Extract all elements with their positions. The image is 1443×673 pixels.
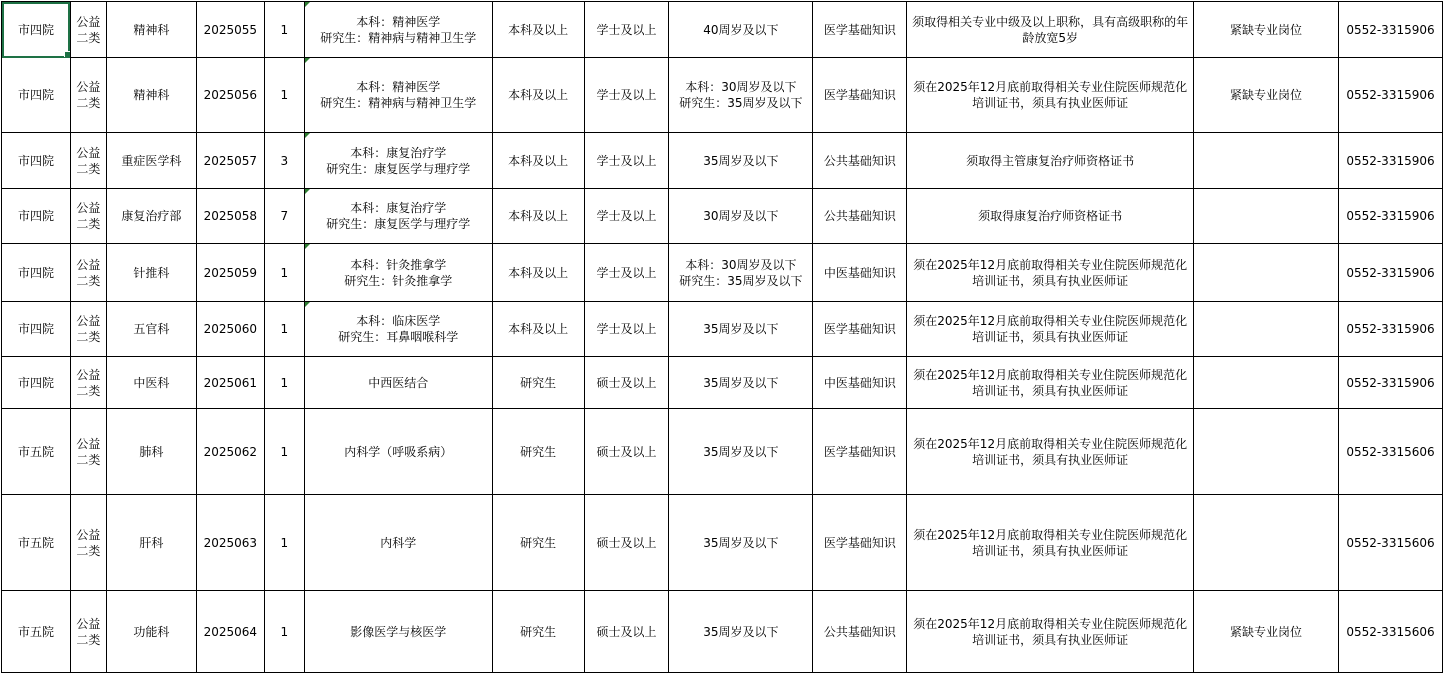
cell-department-text: 肝科 <box>139 535 164 550</box>
cell-exam-subject-text: 医学基础知识 <box>823 22 896 37</box>
cell-education-text: 本科及以上 <box>508 265 569 280</box>
cell-phone-text: 0552-3315906 <box>1346 88 1435 102</box>
cell-department-text: 功能科 <box>133 624 170 639</box>
cell-education[interactable] <box>492 2 584 58</box>
cell-category-text: 公益 二类 <box>76 314 101 344</box>
cell-degree-text: 学士及以上 <box>596 322 657 336</box>
cell-exam-subject[interactable] <box>813 357 907 409</box>
cell-age-text: 35周岁及以下 <box>703 624 779 639</box>
cell-hospital[interactable] <box>2 302 71 357</box>
cell-major[interactable] <box>304 133 492 189</box>
cell-requirement[interactable] <box>907 2 1194 58</box>
cell-hospital[interactable] <box>2 357 71 409</box>
cell-post-code[interactable] <box>196 302 264 357</box>
cell-education-text: 本科及以上 <box>508 322 569 336</box>
cell-department[interactable] <box>106 58 196 133</box>
cell-phone-text: 0552-3315906 <box>1346 375 1435 390</box>
table-row <box>2 58 1443 133</box>
cell-department-text: 康复治疗部 <box>121 209 182 223</box>
cell-hospital[interactable] <box>2 58 71 133</box>
cell-age[interactable] <box>669 2 813 58</box>
cell-education-text: 本科及以上 <box>508 88 569 102</box>
cell-hospital-text: 市四院 <box>17 209 54 223</box>
cell-count[interactable] <box>264 58 304 133</box>
cell-education[interactable] <box>492 409 584 495</box>
cell-phone-text: 0552-3315906 <box>1346 265 1435 280</box>
cell-age[interactable] <box>669 409 813 495</box>
cell-exam-subject[interactable] <box>813 2 907 58</box>
cell-education-text: 本科及以上 <box>508 209 569 223</box>
cell-exam-subject[interactable] <box>813 302 907 357</box>
cell-category-text: 公益 二类 <box>76 527 101 558</box>
cell-category-text: 公益 二类 <box>76 616 101 647</box>
cell-degree[interactable] <box>584 409 669 495</box>
cell-category[interactable] <box>70 133 106 189</box>
cell-age-text: 本科：30周岁及以下 研究生：35周岁及以下 <box>679 80 803 110</box>
cell-major[interactable] <box>304 302 492 357</box>
cell-indicator-icon <box>305 302 310 307</box>
cell-category-text: 公益 二类 <box>76 14 101 45</box>
cell-education-text: 本科及以上 <box>508 22 569 37</box>
cell-exam-subject[interactable] <box>813 591 907 673</box>
cell-category-text: 公益 二类 <box>76 80 101 110</box>
cell-hospital[interactable] <box>2 495 71 591</box>
cell-degree[interactable] <box>584 495 669 591</box>
cell-age[interactable] <box>669 591 813 673</box>
cell-major[interactable] <box>304 357 492 409</box>
cell-degree[interactable] <box>584 189 669 244</box>
cell-hospital-text: 市四院 <box>17 265 54 280</box>
cell-exam-subject-text: 医学基础知识 <box>823 88 896 102</box>
cell-indicator-icon <box>305 2 310 7</box>
sheet-body <box>2 2 1443 673</box>
cell-category[interactable] <box>70 409 106 495</box>
cell-education[interactable] <box>492 58 584 133</box>
table-row <box>2 357 1443 409</box>
cell-hospital[interactable] <box>2 189 71 244</box>
cell-department[interactable] <box>106 244 196 302</box>
cell-category[interactable] <box>70 2 106 58</box>
cell-phone[interactable] <box>1338 495 1442 591</box>
cell-hospital-text: 市四院 <box>17 322 54 336</box>
cell-requirement-text: 须在2025年12月底前取得相关专业住院医师规范化培训证书，须具有执业医师证 <box>913 257 1188 288</box>
cell-note[interactable] <box>1194 591 1339 673</box>
cell-requirement[interactable] <box>907 189 1194 244</box>
cell-post-code[interactable] <box>196 409 264 495</box>
cell-note-text: 紧缺专业岗位 <box>1229 22 1302 37</box>
cell-count[interactable] <box>264 495 304 591</box>
cell-education[interactable] <box>492 189 584 244</box>
cell-phone[interactable] <box>1338 133 1442 189</box>
cell-department-text: 精神科 <box>133 88 170 102</box>
cell-indicator-icon <box>305 58 310 63</box>
cell-degree-text: 硕士及以上 <box>596 624 657 639</box>
cell-education[interactable] <box>492 302 584 357</box>
cell-exam-subject[interactable] <box>813 189 907 244</box>
cell-category[interactable] <box>70 495 106 591</box>
cell-category[interactable] <box>70 591 106 673</box>
cell-major[interactable] <box>304 591 492 673</box>
cell-department-text: 肺科 <box>139 444 164 459</box>
cell-count-text: 1 <box>280 535 289 550</box>
cell-requirement-text: 须在2025年12月底前取得相关专业住院医师规范化培训证书，须具有执业医师证 <box>913 527 1188 558</box>
cell-category[interactable] <box>70 189 106 244</box>
cell-department[interactable] <box>106 189 196 244</box>
cell-exam-subject-text: 中医基础知识 <box>823 265 896 280</box>
cell-major-text: 本科：精神医学 研究生：精神病与精神卫生学 <box>320 14 477 45</box>
cell-count-text: 1 <box>280 322 289 336</box>
cell-education-text: 研究生 <box>520 624 557 639</box>
cell-post-code[interactable] <box>196 357 264 409</box>
cell-education[interactable] <box>492 357 584 409</box>
cell-age[interactable] <box>669 244 813 302</box>
table-row <box>2 591 1443 673</box>
cell-department-text: 针推科 <box>133 265 170 280</box>
cell-phone[interactable] <box>1338 58 1442 133</box>
cell-department[interactable] <box>106 495 196 591</box>
cell-post-code-text: 2025059 <box>203 265 258 280</box>
cell-age-text: 35周岁及以下 <box>703 375 779 390</box>
cell-age-text: 30周岁及以下 <box>703 209 779 223</box>
cell-count-text: 3 <box>280 153 289 168</box>
cell-phone-text: 0552-3315606 <box>1346 444 1435 459</box>
cell-post-code[interactable] <box>196 133 264 189</box>
cell-count-text: 1 <box>280 88 289 102</box>
cell-department[interactable] <box>106 409 196 495</box>
cell-exam-subject[interactable] <box>813 58 907 133</box>
cell-count-text: 1 <box>280 22 289 37</box>
cell-count[interactable] <box>264 302 304 357</box>
cell-phone-text: 0552-3315906 <box>1346 153 1435 168</box>
cell-major-text: 中西医结合 <box>368 375 429 390</box>
cell-post-code-text: 2025060 <box>203 322 258 336</box>
cell-department[interactable] <box>106 591 196 673</box>
cell-requirement[interactable] <box>907 58 1194 133</box>
cell-count-text: 1 <box>280 624 289 639</box>
cell-phone-text: 0552-3315906 <box>1346 22 1435 37</box>
cell-phone[interactable] <box>1338 357 1442 409</box>
cell-age[interactable] <box>669 357 813 409</box>
cell-degree[interactable] <box>584 357 669 409</box>
cell-note[interactable] <box>1194 244 1339 302</box>
cell-category-text: 公益 二类 <box>76 257 101 288</box>
cell-education-text: 研究生 <box>520 535 557 550</box>
cell-count-text: 1 <box>280 444 289 459</box>
cell-degree[interactable] <box>584 302 669 357</box>
cell-count[interactable] <box>264 591 304 673</box>
cell-age-text: 35周岁及以下 <box>703 444 779 459</box>
cell-education[interactable] <box>492 133 584 189</box>
cell-post-code-text: 2025055 <box>203 22 258 37</box>
cell-department-text: 中医科 <box>133 375 170 390</box>
cell-requirement-text: 须取得康复治疗师资格证书 <box>978 209 1123 223</box>
cell-count[interactable] <box>264 133 304 189</box>
cell-hospital[interactable] <box>2 133 71 189</box>
cell-degree-text: 学士及以上 <box>596 22 657 37</box>
cell-exam-subject-text: 公共基础知识 <box>823 209 896 223</box>
cell-post-code[interactable] <box>196 591 264 673</box>
cell-department[interactable] <box>106 133 196 189</box>
cell-hospital[interactable] <box>2 2 71 58</box>
cell-requirement-text: 须在2025年12月底前取得相关专业住院医师规范化培训证书，须具有执业医师证 <box>913 80 1188 110</box>
cell-age-text: 本科：30周岁及以下 研究生：35周岁及以下 <box>679 257 803 288</box>
cell-department-text: 五官科 <box>133 322 170 336</box>
table-row <box>2 2 1443 58</box>
cell-post-code-text: 2025062 <box>203 444 258 459</box>
cell-phone[interactable] <box>1338 302 1442 357</box>
cell-phone[interactable] <box>1338 2 1442 58</box>
cell-age-text: 40周岁及以下 <box>703 22 779 37</box>
cell-post-code[interactable] <box>196 244 264 302</box>
cell-requirement[interactable] <box>907 409 1194 495</box>
cell-requirement-text: 须在2025年12月底前取得相关专业住院医师规范化培训证书，须具有执业医师证 <box>913 616 1188 647</box>
cell-age-text: 35周岁及以下 <box>703 535 779 550</box>
cell-note[interactable] <box>1194 302 1339 357</box>
cell-major[interactable] <box>304 244 492 302</box>
cell-note-text: 紧缺专业岗位 <box>1229 624 1302 639</box>
cell-hospital[interactable] <box>2 591 71 673</box>
cell-major-text: 本科：康复治疗学 研究生：康复医学与理疗学 <box>326 201 471 231</box>
cell-post-code-text: 2025063 <box>203 535 258 550</box>
cell-hospital-text: 市四院 <box>17 22 54 37</box>
cell-requirement-text: 须在2025年12月底前取得相关专业住院医师规范化培训证书，须具有执业医师证 <box>913 367 1188 398</box>
cell-note[interactable] <box>1194 409 1339 495</box>
cell-note[interactable] <box>1194 2 1339 58</box>
cell-degree-text: 硕士及以上 <box>596 375 657 390</box>
cell-exam-subject-text: 医学基础知识 <box>823 535 896 550</box>
cell-exam-subject[interactable] <box>813 244 907 302</box>
cell-degree-text: 硕士及以上 <box>596 444 657 459</box>
cell-age[interactable] <box>669 302 813 357</box>
cell-note[interactable] <box>1194 189 1339 244</box>
cell-requirement[interactable] <box>907 591 1194 673</box>
cell-phone-text: 0552-3315906 <box>1346 209 1435 223</box>
cell-degree[interactable] <box>584 244 669 302</box>
cell-note[interactable] <box>1194 495 1339 591</box>
cell-note[interactable] <box>1194 357 1339 409</box>
cell-major-text: 本科：针灸推拿学 研究生：针灸推拿学 <box>344 257 453 288</box>
cell-exam-subject-text: 中医基础知识 <box>823 375 896 390</box>
cell-hospital-text: 市五院 <box>17 444 54 459</box>
cell-phone[interactable] <box>1338 189 1442 244</box>
cell-post-code[interactable] <box>196 189 264 244</box>
cell-category[interactable] <box>70 58 106 133</box>
cell-count[interactable] <box>264 357 304 409</box>
cell-degree[interactable] <box>584 591 669 673</box>
cell-major-text: 本科：康复治疗学 研究生：康复医学与理疗学 <box>326 145 471 176</box>
cell-major-text: 内科学 <box>380 535 417 550</box>
cell-major[interactable] <box>304 189 492 244</box>
cell-category-text: 公益 二类 <box>76 201 101 231</box>
cell-requirement-text: 须取得主管康复治疗师资格证书 <box>966 153 1135 168</box>
cell-indicator-icon <box>305 244 310 249</box>
cell-department[interactable] <box>106 302 196 357</box>
cell-hospital[interactable] <box>2 244 71 302</box>
cell-count[interactable] <box>264 2 304 58</box>
table-row <box>2 133 1443 189</box>
cell-post-code-text: 2025057 <box>203 153 258 168</box>
cell-phone-text: 0552-3315606 <box>1346 535 1435 550</box>
cell-education-text: 本科及以上 <box>508 153 569 168</box>
cell-phone-text: 0552-3315606 <box>1346 624 1435 639</box>
cell-count-text: 7 <box>280 209 289 223</box>
cell-exam-subject-text: 医学基础知识 <box>823 322 896 336</box>
cell-education[interactable] <box>492 244 584 302</box>
cell-phone[interactable] <box>1338 409 1442 495</box>
cell-department[interactable] <box>106 2 196 58</box>
cell-category-text: 公益 二类 <box>76 367 101 398</box>
cell-hospital[interactable] <box>2 409 71 495</box>
cell-hospital-text: 市四院 <box>17 153 54 168</box>
cell-degree-text: 学士及以上 <box>596 209 657 223</box>
cell-degree[interactable] <box>584 133 669 189</box>
cell-category-text: 公益 二类 <box>76 436 101 467</box>
cell-note-text: 紧缺专业岗位 <box>1229 88 1302 102</box>
cell-requirement-text: 须在2025年12月底前取得相关专业住院医师规范化培训证书，须具有执业医师证 <box>913 314 1188 344</box>
cell-major[interactable] <box>304 409 492 495</box>
cell-requirement[interactable] <box>907 302 1194 357</box>
table-row <box>2 409 1443 495</box>
table-row <box>2 495 1443 591</box>
cell-requirement[interactable] <box>907 495 1194 591</box>
cell-major-text: 本科：精神医学 研究生：精神病与精神卫生学 <box>320 80 477 110</box>
table-row <box>2 189 1443 244</box>
cell-post-code-text: 2025061 <box>203 375 258 390</box>
cell-major-text: 本科：临床医学 研究生：耳鼻咽喉科学 <box>338 314 459 344</box>
cell-exam-subject[interactable] <box>813 133 907 189</box>
cell-exam-subject[interactable] <box>813 409 907 495</box>
cell-hospital-text: 市五院 <box>17 535 54 550</box>
cell-requirement-text: 须在2025年12月底前取得相关专业住院医师规范化培训证书，须具有执业医师证 <box>913 436 1188 467</box>
cell-major[interactable] <box>304 495 492 591</box>
cell-requirement[interactable] <box>907 357 1194 409</box>
cell-post-code-text: 2025064 <box>203 624 258 639</box>
cell-major[interactable] <box>304 2 492 58</box>
cell-exam-subject-text: 公共基础知识 <box>823 153 896 168</box>
cell-hospital-text: 市四院 <box>17 375 54 390</box>
cell-requirement[interactable] <box>907 244 1194 302</box>
cell-post-code[interactable] <box>196 495 264 591</box>
cell-category[interactable] <box>70 244 106 302</box>
cell-age[interactable] <box>669 58 813 133</box>
cell-category[interactable] <box>70 302 106 357</box>
cell-note[interactable] <box>1194 58 1339 133</box>
spreadsheet-table <box>1 1 1443 673</box>
cell-education[interactable] <box>492 591 584 673</box>
cell-age[interactable] <box>669 495 813 591</box>
cell-phone[interactable] <box>1338 244 1442 302</box>
cell-count[interactable] <box>264 244 304 302</box>
cell-department-text: 重症医学科 <box>121 153 182 168</box>
cell-age[interactable] <box>669 189 813 244</box>
table-row <box>2 302 1443 357</box>
table-row <box>2 244 1443 302</box>
cell-degree-text: 学士及以上 <box>596 153 657 168</box>
cell-education-text: 研究生 <box>520 444 557 459</box>
cell-degree-text: 学士及以上 <box>596 265 657 280</box>
cell-post-code-text: 2025056 <box>203 88 258 102</box>
cell-note[interactable] <box>1194 133 1339 189</box>
cell-post-code[interactable] <box>196 58 264 133</box>
cell-degree[interactable] <box>584 58 669 133</box>
cell-hospital-text: 市五院 <box>17 624 54 639</box>
cell-count-text: 1 <box>280 375 289 390</box>
cell-exam-subject-text: 医学基础知识 <box>823 444 896 459</box>
cell-age-text: 35周岁及以下 <box>703 322 779 336</box>
cell-post-code[interactable] <box>196 2 264 58</box>
cell-degree-text: 硕士及以上 <box>596 535 657 550</box>
cell-exam-subject[interactable] <box>813 495 907 591</box>
cell-age-text: 35周岁及以下 <box>703 153 779 168</box>
cell-major[interactable] <box>304 58 492 133</box>
cell-hospital-text: 市四院 <box>17 88 54 102</box>
cell-degree-text: 学士及以上 <box>596 88 657 102</box>
cell-age[interactable] <box>669 133 813 189</box>
cell-exam-subject-text: 公共基础知识 <box>823 624 896 639</box>
cell-post-code-text: 2025058 <box>203 209 258 223</box>
cell-department[interactable] <box>106 357 196 409</box>
cell-count[interactable] <box>264 189 304 244</box>
cell-phone[interactable] <box>1338 591 1442 673</box>
cell-category-text: 公益 二类 <box>76 145 101 176</box>
cell-department-text: 精神科 <box>133 22 170 37</box>
cell-major-text: 影像医学与核医学 <box>350 624 447 639</box>
cell-education-text: 研究生 <box>520 375 557 390</box>
cell-major-text: 内科学（呼吸系病） <box>344 444 453 459</box>
cell-indicator-icon <box>305 133 310 138</box>
cell-count-text: 1 <box>280 265 289 280</box>
cell-requirement-text: 须取得相关专业中级及以上职称，具有高级职称的年龄放宽5岁 <box>912 14 1189 45</box>
cell-degree[interactable] <box>584 2 669 58</box>
cell-category[interactable] <box>70 357 106 409</box>
cell-count[interactable] <box>264 409 304 495</box>
cell-phone-text: 0552-3315906 <box>1346 322 1435 336</box>
cell-education[interactable] <box>492 495 584 591</box>
cell-indicator-icon <box>305 189 310 194</box>
cell-requirement[interactable] <box>907 133 1194 189</box>
